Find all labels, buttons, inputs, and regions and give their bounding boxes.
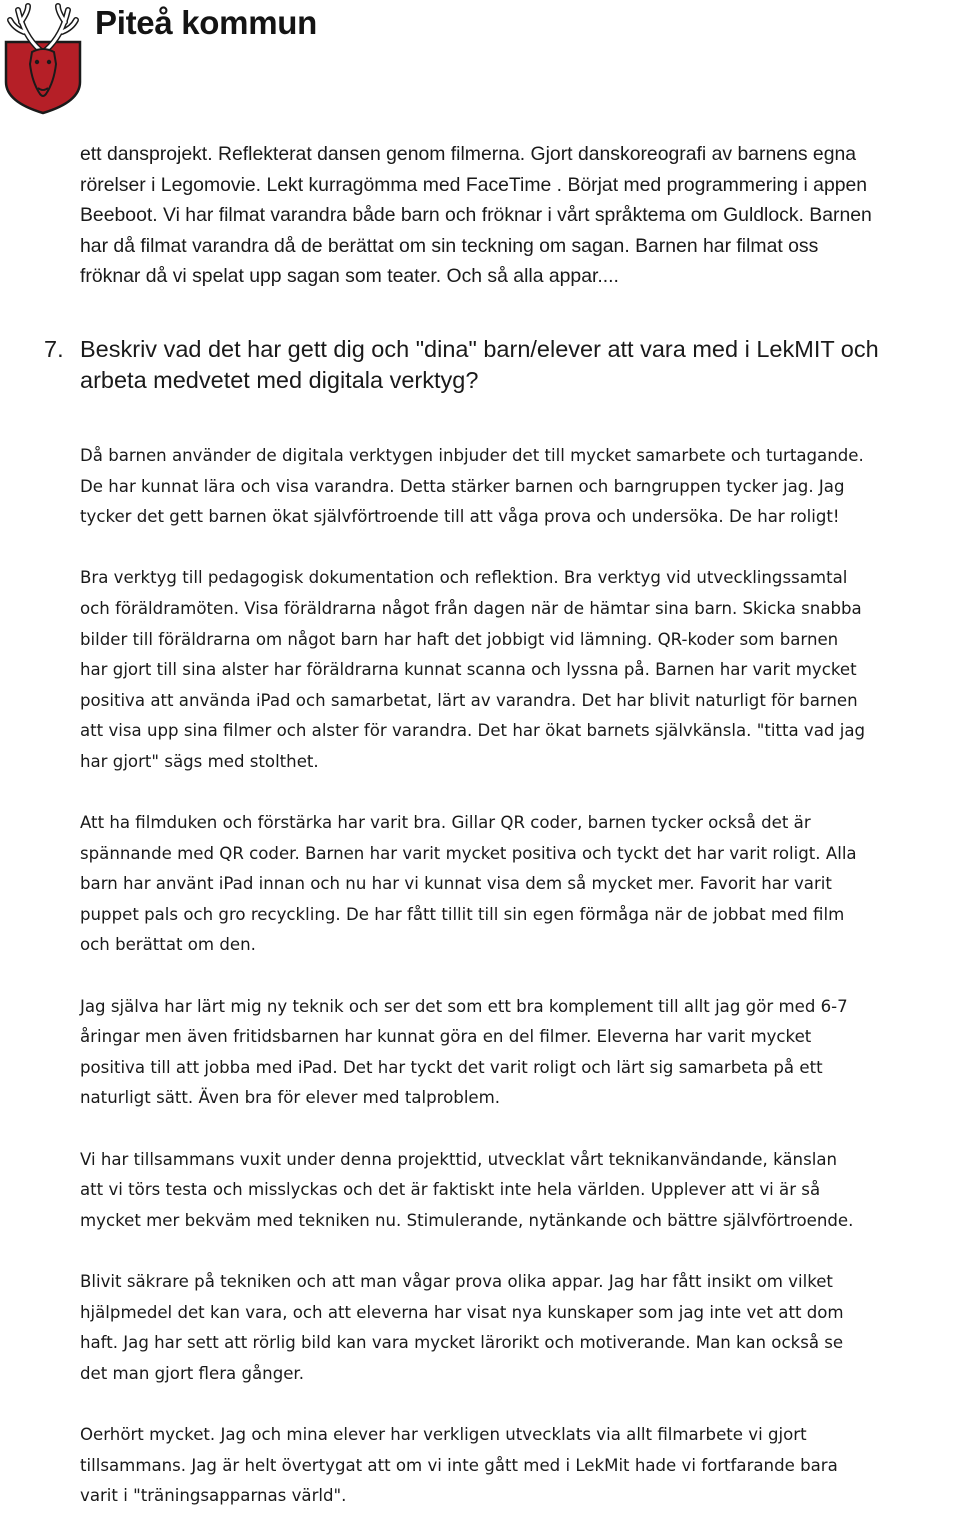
- text-line: De har kunnat lära och visa varandra. Detta stärker barnen och barngruppen tycker jag. Jag: [80, 476, 845, 496]
- text-line: åringar men även fritidsbarnen har kunnat göra en del filmer. Eleverna har varit mycket: [80, 1027, 812, 1047]
- text-line: har då filmat varandra då de berättat om sin teckning om sagan. Barnen har filmat oss: [80, 234, 819, 257]
- document-body: [44, 139, 960, 1512]
- text-line: har gjort" sägs med stolthet.: [80, 751, 319, 771]
- answer-paragraph-5: [80, 1145, 960, 1237]
- text-line: mycket mer bekväm med tekniken nu. Stimulerande, nytänkande och bättre självförtroende.: [80, 1210, 854, 1230]
- text-line: barn har använt iPad innan och nu har vi kunnat visa dem så mycket mer. Favorit har varit: [80, 874, 832, 894]
- reindeer-coat-of-arms-icon: [2, 2, 84, 115]
- page-header: [0, 0, 960, 120]
- text-line: Att ha filmduken och förstärka har varit bra. Gillar QR coder, barnen tycker också det är: [80, 813, 811, 833]
- answer-paragraph-3: [80, 808, 960, 961]
- text-line: att vi törs testa och misslyckas och det är faktiskt inte hela världen. Upplever att vi är så: [80, 1180, 821, 1200]
- text-line: det man gjort flera gånger.: [80, 1363, 305, 1383]
- text-line: positiva till att jobba med iPad. Det har tyckt det varit roligt och lärt sig samarbeta på ett: [80, 1057, 823, 1077]
- answer-paragraph-1: [80, 441, 960, 533]
- text-line: puppet pals och gro recyckling. De har fått tillit till sin egen förmåga när de jobbat med film: [80, 904, 845, 924]
- text-line: och föräldramöten. Visa föräldrarna något från dagen när de hämtar sina barn. Skicka snabba: [80, 598, 862, 618]
- text-line: Bra verktyg till pedagogisk dokumentation och reflektion. Bra verktyg vid utvecklingssamtal: [80, 568, 848, 588]
- text-line: Beeboot. Vi har filmat varandra både barn och fröknar i vårt språktema om Guldlock. Barnen: [80, 204, 872, 227]
- text-line: och berättat om den.: [80, 935, 256, 955]
- answer-paragraph-4: [80, 992, 960, 1114]
- text-line: Vi har tillsammans vuxit under denna projekttid, utvecklat vårt teknikanvändande, känslan: [80, 1149, 838, 1169]
- text-line: att visa upp sina filmer och alster för varandra. Det har ökat barnets självkänsla. "titta vad jag: [80, 721, 866, 741]
- question-7: [44, 334, 960, 396]
- text-line: spännande med QR coder. Barnen har varit mycket positiva och tyckt det har varit roligt. Alla: [80, 843, 857, 863]
- text-line: Då barnen använder de digitala verktygen inbjuder det till mycket samarbete och turtagande.: [80, 445, 864, 465]
- answer-paragraph-7: [80, 1420, 960, 1512]
- question-number: 7.: [44, 335, 64, 362]
- text-line: tillsammans. Jag är helt övertygat att om vi inte gått med i LekMit hade vi fortfarande bara: [80, 1455, 838, 1475]
- text-line: Oerhört mycket. Jag och mina elever har verkligen utvecklats via allt filmarbete vi gjort: [80, 1424, 807, 1444]
- text-line: rörelser i Legomovie. Lekt kurragömma med FaceTime . Börjat med programmering i appen: [80, 173, 868, 196]
- text-line: positiva att använda iPad och samarbetat, lärt av varandra. Det har blivit naturligt för barnen: [80, 690, 858, 710]
- text-line: tycker det gett barnen ökat självförtroende till att våga prova och undersöka. De har roligt!: [80, 507, 840, 527]
- answer-paragraph-2: [80, 563, 960, 777]
- answer-paragraph-6: [80, 1267, 960, 1389]
- text-line: har gjort till sina alster har föräldrarna kunnat scanna och lyssna på. Barnen har varit mycket: [80, 660, 857, 680]
- question-line: Beskriv vad det har gett dig och "dina" barn/elever att vara med i LekMIT och: [80, 335, 879, 362]
- text-line: Blivit säkrare på tekniken och att man vågar prova olika appar. Jag har fått insikt om vilket: [80, 1272, 833, 1291]
- text-line: haft. Jag har sett att rörlig bild kan vara mycket lärorikt och motiverande. Man kan också se: [80, 1333, 844, 1353]
- brand-name: Piteå kommun: [95, 4, 317, 41]
- text-line: fröknar då vi spelat upp sagan som teater. Och så alla appar....: [80, 265, 619, 288]
- question-heading: [80, 334, 960, 396]
- text-line: hjälpmedel det kan vara, och att eleverna har visat nya kunskaper som jag inte vet att dom: [80, 1302, 844, 1322]
- text-line: Jag själva har lärt mig ny teknik och ser det som ett bra komplement till allt jag gör med 6-7: [80, 996, 848, 1016]
- intro-paragraph: [80, 139, 960, 292]
- text-line: varit i "träningsapparnas värld".: [80, 1486, 347, 1506]
- question-line: arbeta medvetet med digitala verktyg?: [80, 366, 479, 393]
- text-line: ett dansprojekt. Reflekterat dansen genom filmerna. Gjort danskoreografi av barnens egna: [80, 143, 857, 165]
- text-line: naturligt sätt. Även bra för elever med talproblem.: [80, 1088, 501, 1108]
- text-line: bilder till föräldrarna om något barn har haft det jobbigt vid lämning. QR-koder som barnen: [80, 629, 839, 649]
